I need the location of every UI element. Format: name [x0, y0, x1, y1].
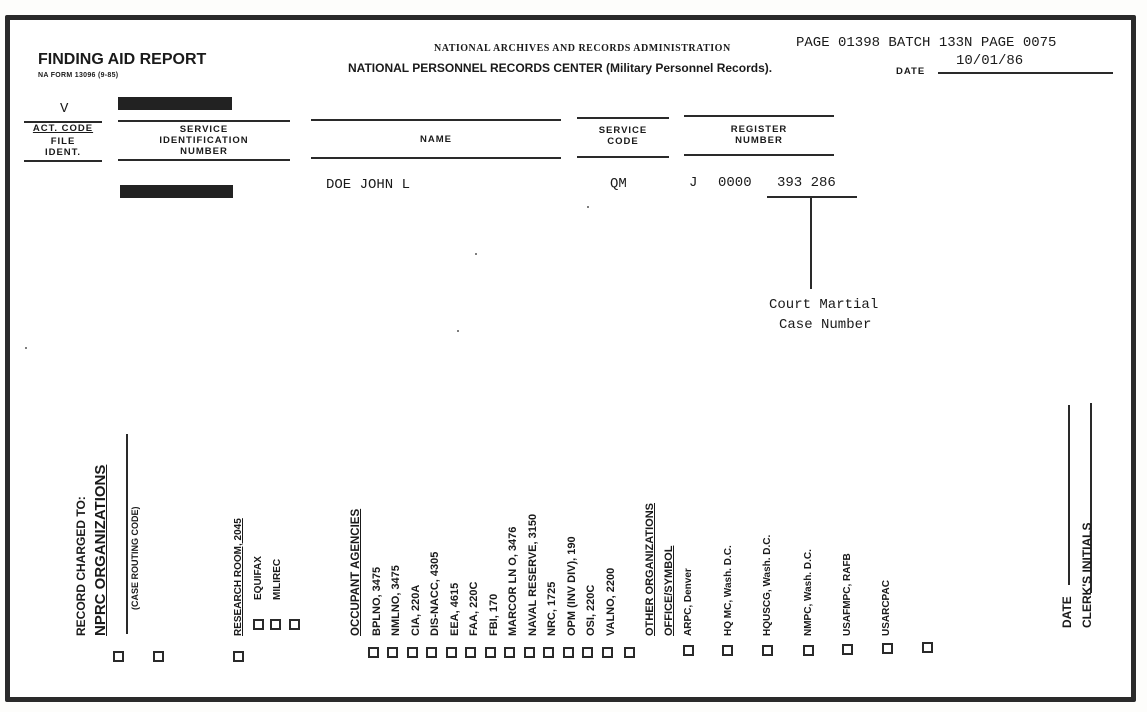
occupant-12: OSI, 220C [585, 584, 597, 636]
record-service-code: QM [610, 176, 627, 192]
annotation-bracket [767, 196, 857, 198]
checkbox-occupant [426, 647, 437, 658]
checkbox-other-org [722, 645, 733, 656]
other-org-4: NMPC, Wash. D.C. [803, 549, 814, 636]
annotation-line-1: Court Martial [769, 297, 879, 313]
date-line [938, 72, 1113, 74]
office-symbol-label: OFFICE/SYMBOL [663, 545, 675, 636]
register-part-a: 0000 [718, 175, 752, 191]
redacted-block [118, 97, 232, 110]
name-label: NAME [420, 134, 452, 145]
occupant-5: EEA, 4615 [449, 582, 461, 636]
act-code-label: ACT. CODE [32, 123, 94, 134]
research-room-label: RESEARCH ROOM, 2045 [233, 518, 244, 636]
checkbox-occupant [602, 647, 613, 658]
occupant-9: NAVAL RESERVE, 3150 [527, 513, 539, 636]
form-number: NA FORM 13096 (9-85) [38, 72, 119, 79]
other-org-6: USARCPAC [881, 580, 892, 636]
occupant-13: VALNO, 2200 [605, 567, 617, 636]
checkbox-occupant [368, 647, 379, 658]
record-name: DOE JOHN L [326, 177, 411, 193]
file-label: FILE [50, 136, 76, 147]
date-signature-line [1068, 405, 1070, 585]
occupant-7: FBI, 170 [488, 593, 500, 636]
checkbox-occupant [485, 647, 496, 658]
speck [457, 330, 459, 332]
other-orgs-label: OTHER ORGANIZATIONS [644, 502, 656, 636]
act-code-value: V [60, 101, 69, 117]
page-batch: PAGE 01398 BATCH 133N PAGE 0075 [796, 35, 1057, 51]
other-org-2: HQ MC, Wash. D.C. [723, 545, 734, 636]
record-charged-label: RECORD CHARGED TO: [74, 496, 88, 636]
register-part-b: 393 286 [777, 175, 836, 191]
register-prefix: J [689, 175, 698, 191]
case-routing-label: (CASE ROUTING CODE) [130, 506, 140, 610]
annotation-line-2: Case Number [779, 317, 872, 333]
service-code-label-1: SERVICE [598, 125, 648, 136]
checkbox-occupant [446, 647, 457, 658]
date-signature-label: DATE [1060, 596, 1074, 628]
ident-label: IDENT. [44, 147, 82, 158]
clerks-initials-label: CLERK'S INITIALS [1080, 522, 1094, 628]
other-org-3: HQUSCG, Wash. D.C. [762, 534, 773, 636]
checkbox-other-org [882, 643, 893, 654]
rule [118, 159, 290, 161]
checkbox-occupant [624, 647, 635, 658]
checkbox-occupant [543, 647, 554, 658]
occupant-4: DIS-NACC, 4305 [429, 551, 441, 636]
other-org-5: USAFMPC, RAFB [842, 553, 853, 636]
equifax-label: EQUIFAX [253, 556, 264, 600]
register-label-2: NUMBER [735, 135, 783, 146]
register-label-1: REGISTER [730, 124, 788, 135]
service-id-label-3: NUMBER [180, 146, 228, 157]
checkbox-occupant [504, 647, 515, 658]
nprc-orgs-label: NPRC ORGANIZATIONS [92, 464, 109, 636]
checkbox-research-room [233, 651, 244, 662]
service-id-label-1: SERVICE [179, 124, 229, 135]
occupant-6: FAA, 220C [468, 581, 480, 636]
occupant-11: OPM (INV DIV), 190 [566, 536, 578, 636]
speck [475, 253, 477, 255]
checkbox-occupant [563, 647, 574, 658]
checkbox-occupant [407, 647, 418, 658]
checkbox-other-org [842, 644, 853, 655]
rule [577, 117, 669, 119]
rule [126, 434, 128, 634]
report-title: FINDING AID REPORT [38, 51, 207, 68]
checkbox-occupant [582, 647, 593, 658]
other-org-1: ARPC, Denver [683, 568, 694, 636]
rule [311, 157, 561, 159]
rule [118, 120, 290, 122]
redacted-service-number [120, 185, 233, 198]
rule [311, 119, 561, 121]
research-checkbox [289, 619, 300, 630]
milirec-checkbox [270, 619, 281, 630]
rule [684, 115, 834, 117]
checkbox-other-org [762, 645, 773, 656]
milirec-label: MILIREC [272, 558, 283, 600]
speck [587, 206, 589, 208]
equifax-checkbox [253, 619, 264, 630]
occupant-8: MARCOR LN O, 3476 [507, 526, 519, 636]
center-name: NATIONAL PERSONNEL RECORDS CENTER (Military Personnel Records). [348, 61, 773, 75]
occupant-1: BPLNO, 3475 [371, 566, 383, 636]
checkbox-occupant [465, 647, 476, 658]
occupant-agencies-label: OCCUPANT AGENCIES [350, 508, 362, 636]
service-code-label-2: CODE [607, 136, 639, 147]
occupant-2: NMLNO, 3475 [390, 565, 402, 636]
checkbox-other-org [922, 642, 933, 653]
speck [25, 347, 27, 349]
checkbox-other-org [803, 645, 814, 656]
occupant-10: NRC, 1725 [546, 581, 558, 636]
checkbox-other-org [683, 645, 694, 656]
date-value: 10/01/86 [956, 53, 1024, 69]
agency-name: NATIONAL ARCHIVES AND RECORDS ADMINISTRATION [434, 43, 731, 54]
checkbox-nprc [113, 651, 124, 662]
rule [684, 154, 834, 156]
rule [577, 156, 669, 158]
checkbox-case-routing [153, 651, 164, 662]
date-label: DATE [896, 66, 926, 77]
checkbox-occupant [387, 647, 398, 658]
occupant-3: CIA, 220A [410, 584, 422, 636]
rule [24, 160, 102, 162]
service-id-label-2: IDENTIFICATION [159, 135, 249, 146]
annotation-line [810, 197, 812, 289]
checkbox-occupant [524, 647, 535, 658]
